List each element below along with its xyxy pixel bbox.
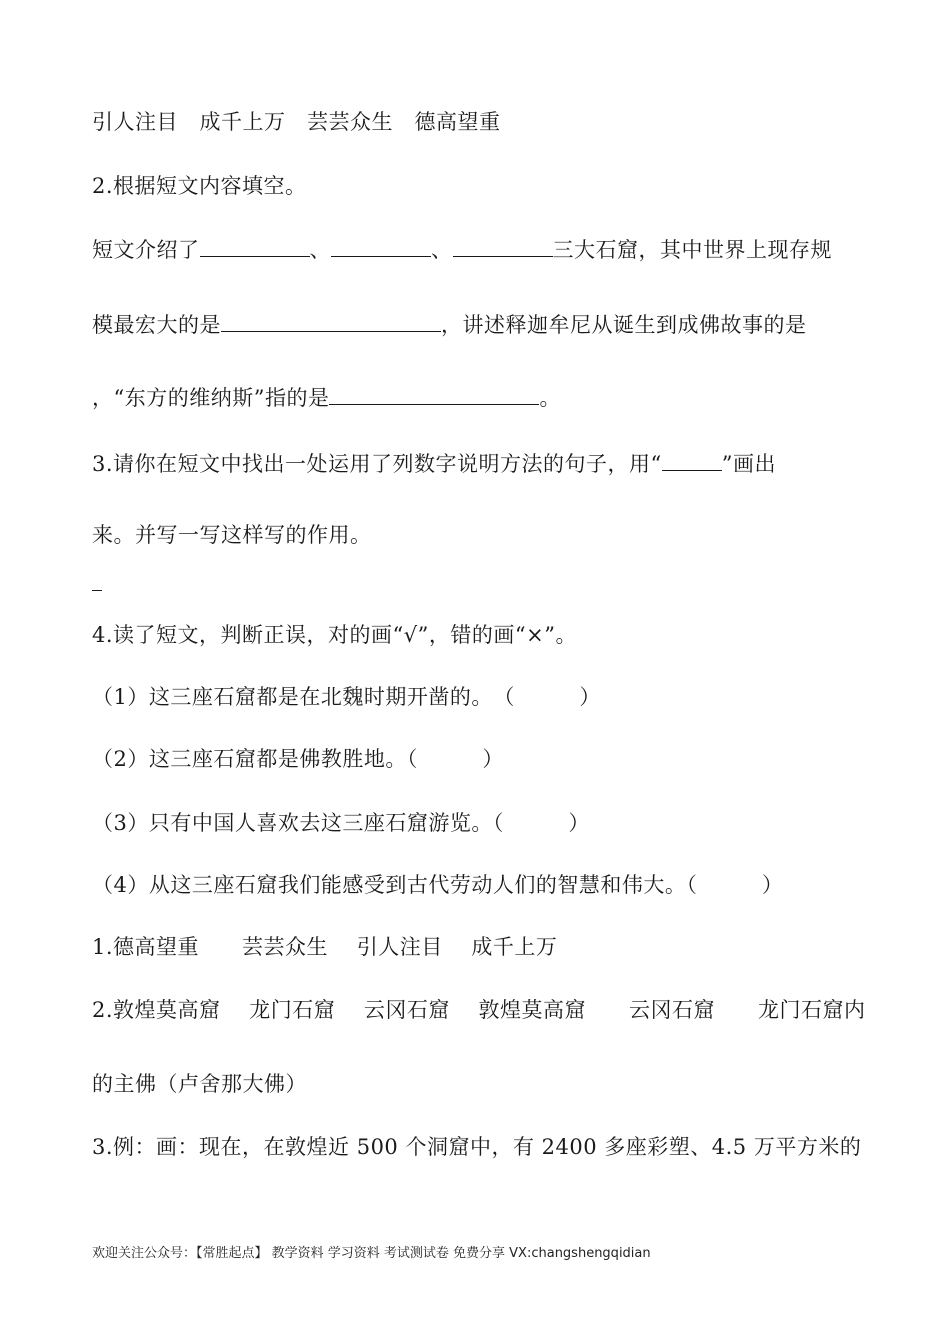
q3-line-1 [92, 448, 776, 478]
answer-2-line-2: 的主佛（卢舍那大佛） [92, 1072, 307, 1096]
q2-line3-text-a: ，“东方的维纳斯”指的是 [92, 386, 330, 410]
blank-1[interactable] [200, 234, 310, 257]
q3-line1-text-b: ”画出 [721, 452, 777, 476]
q3-line-2: 来。并写一写这样写的作用。 [92, 523, 372, 547]
q2-sep-2: 、 [431, 238, 453, 262]
q2-line2-text-b: ，讲述释迦牟尼从诞生到成佛故事的是 [441, 313, 807, 337]
q2-line-1 [92, 234, 832, 264]
q2-title: 2.根据短文内容填空。 [92, 174, 307, 198]
q2-line1-text-a: 短文介绍了 [92, 238, 200, 262]
blank-2[interactable] [331, 234, 431, 257]
q4-item-3: （3）只有中国人喜欢去这三座石窟游览。（ ） [92, 811, 590, 835]
answer-2-line-1: 2.敦煌莫高窟 龙门石窟 云冈石窟 敦煌莫高窟 云冈石窟 龙门石窟内 [92, 998, 866, 1022]
q2-line-3 [92, 382, 561, 412]
q4-item-4: （4）从这三座石窟我们能感受到古代劳动人们的智慧和伟大。（ ） [92, 873, 784, 897]
q2-line2-text-a: 模最宏大的是 [92, 313, 221, 337]
blank-4[interactable] [221, 309, 441, 332]
q2-line-2 [92, 309, 807, 339]
q2-line1-text-b: 三大石窟，其中世界上现存规 [552, 238, 832, 262]
q4-item-1: （1）这三座石窟都是在北魏时期开凿的。 （ ） [92, 685, 601, 709]
q4-item-2: （2）这三座石窟都是佛教胜地。（ ） [92, 747, 504, 771]
answer-dash [92, 590, 102, 591]
q1-word-list: 引人注目 成千上万 芸芸众生 德高望重 [92, 110, 501, 134]
underline-mark-sample [662, 448, 722, 471]
blank-5[interactable] [329, 382, 539, 405]
answer-1: 1.德高望重 芸芸众生 引人注目 成千上万 [92, 935, 558, 959]
q3-line1-text-a: 3.请你在短文中找出一处运用了列数字说明方法的句子，用“ [92, 452, 662, 476]
answer-3: 3.例：画：现在，在敦煌近 500 个洞窟中，有 2400 多座彩塑、4.5 万平方米的 [92, 1135, 862, 1159]
q2-sep-1: 、 [309, 238, 331, 262]
blank-3[interactable] [453, 234, 553, 257]
q2-line3-text-b: 。 [539, 386, 561, 410]
footer-note: 欢迎关注公众号：【常胜起点】 教学资料 学习资料 考试测试卷 免费分享 VX:changshengqidian [92, 1246, 651, 1261]
q4-title: 4.读了短文，判断正误，对的画“√”，错的画“×”。 [92, 623, 577, 647]
